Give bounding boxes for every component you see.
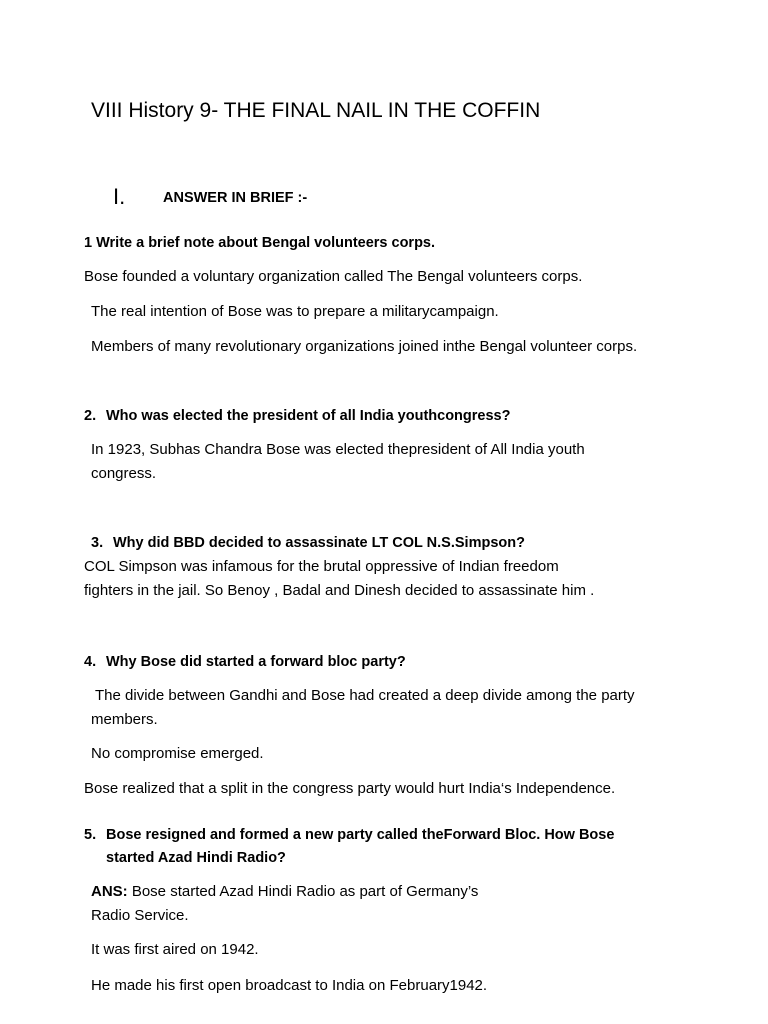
answer-5-text: Bose started Azad Hindi Radio as part of Germany’s xyxy=(127,883,479,900)
answer-4-line-4: Bose realized that a split in the congress party would hurt India‘s Independence. xyxy=(84,780,616,797)
question-5-text-line-1: Bose resigned and formed a new party called theForward Bloc. How Bose xyxy=(106,827,615,843)
question-3 xyxy=(91,533,525,553)
question-2-text: Who was elected the president of all India youthcongress? xyxy=(106,408,511,424)
question-1: 1 Write a brief note about Bengal volunteers corps. xyxy=(84,235,436,251)
question-2-number: 2. xyxy=(84,408,97,424)
question-2 xyxy=(84,406,510,426)
question-5 xyxy=(84,825,614,845)
question-4 xyxy=(84,652,406,672)
answer-5-line-2: Radio Service. xyxy=(91,907,189,924)
answer-5-line-4: He made his first open broadcast to India on February1942. xyxy=(91,977,488,994)
answer-1-line-1: Bose founded a voluntary organization called The Bengal volunteers corps. xyxy=(84,268,583,285)
answer-4-line-2: members. xyxy=(91,711,158,728)
question-3-text: Why did BBD decided to assassinate LT COL N.S.Simpson? xyxy=(113,535,525,551)
answer-2-line-2: congress. xyxy=(91,465,157,482)
answer-3-line-2: fighters in the jail. So Benoy , Badal and Dinesh decided to assassinate him . xyxy=(84,582,595,599)
question-4-text: Why Bose did started a forward bloc party? xyxy=(106,654,406,670)
answer-2-line-1: In 1923, Subhas Chandra Bose was elected thepresident of All India youth xyxy=(91,441,585,458)
question-4-number: 4. xyxy=(84,654,97,670)
question-5-number: 5. xyxy=(84,827,97,843)
answer-4-line-1: The divide between Gandhi and Bose had created a deep divide among the party xyxy=(95,687,635,704)
answer-label: ANS: xyxy=(91,883,128,900)
answer-4-line-3: No compromise emerged. xyxy=(91,745,264,762)
answer-3-line-1: COL Simpson was infamous for the brutal oppressive of Indian freedom xyxy=(84,558,559,575)
question-5-line-2: started Azad Hindi Radio? xyxy=(106,850,286,866)
page-title: VIII History 9- THE FINAL NAIL IN THE COFFIN xyxy=(91,99,541,122)
answer-5-line-1 xyxy=(91,882,478,902)
section-heading: ANSWER IN BRIEF :- xyxy=(163,190,308,206)
answer-1-line-3: Members of many revolutionary organizations joined inthe Bengal volunteer corps. xyxy=(91,338,638,355)
answer-1-line-2: The real intention of Bose was to prepare a militarycampaign. xyxy=(91,303,499,320)
answer-5-line-3: It was first aired on 1942. xyxy=(91,941,259,958)
section-number: I. xyxy=(113,184,126,209)
question-3-number: 3. xyxy=(91,535,104,551)
